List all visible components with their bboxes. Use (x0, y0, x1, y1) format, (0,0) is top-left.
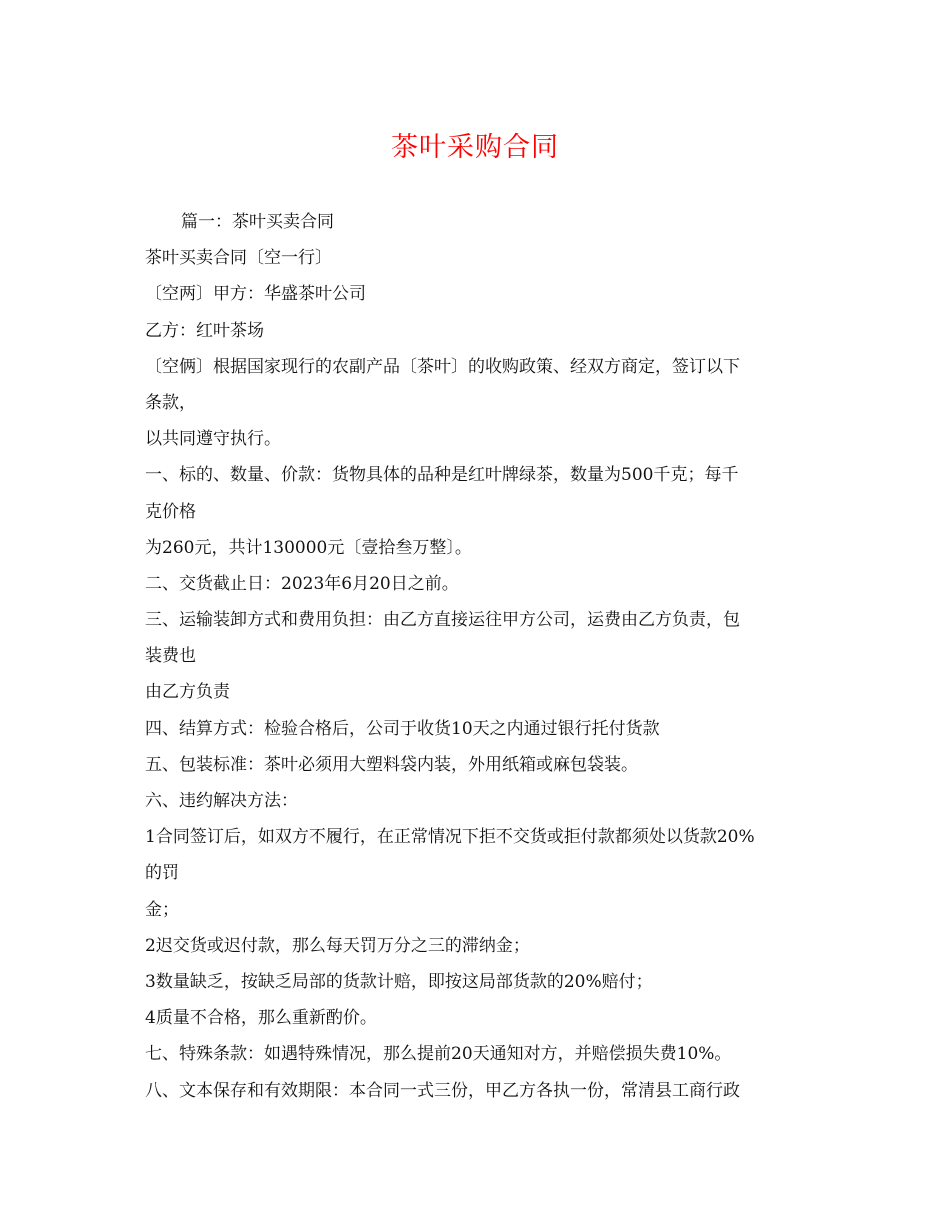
clause-1-line-1: 一、标的、数量、价款：货物具体的品种是红叶牌绿茶，数量为500千克；每千 (145, 465, 739, 486)
contract-heading-line: 茶叶买卖合同〔空一行〕 (145, 248, 332, 269)
clause-3-line-2: 装费也 (145, 646, 196, 667)
clause-6-item-4: 4质量不合格，那么重新酌价。 (145, 1008, 377, 1029)
clause-6-item-1-line-2: 的罚 (145, 863, 179, 884)
clause-1-line-2: 克价格 (145, 501, 196, 522)
clause-3-line-3: 由乙方负责 (145, 682, 230, 703)
section-heading: 篇一：茶叶买卖合同 (181, 212, 334, 232)
clause-5-line: 五、包装标准：茶叶必须用大塑料袋内装，外用纸箱或麻包袋装。 (145, 754, 638, 775)
party-b-line: 乙方：红叶茶场 (145, 320, 264, 341)
clause-4-line: 四、结算方式：检验合格后，公司于收货10天之内通过银行托付货款 (145, 718, 660, 739)
clause-6-item-1-line-3: 金； (145, 899, 179, 920)
contract-body (145, 204, 825, 1109)
clause-7-line: 七、特殊条款：如遇特殊情况，那么提前20天通知对方，并赔偿损失费10%。 (145, 1044, 732, 1065)
party-a-line: 〔空两〕甲方：华盛茶叶公司 (145, 284, 366, 305)
clause-8-line: 八、文本保存和有效期限：本合同一式三份，甲乙方各执一份，常清县工商行政 (145, 1080, 740, 1101)
clause-1-line-3: 为260元，共计130000元〔壹拾叁万整〕。 (145, 537, 472, 558)
clause-2-line: 二、交货截止日：2023年6月20日之前。 (145, 573, 459, 594)
page-title: 茶叶采购合同 (391, 132, 559, 163)
clause-6-item-3: 3数量缺乏，按缺乏局部的货款计赔，即按这局部货款的20%赔付； (145, 971, 653, 992)
preamble-line-1: 〔空俩〕根据国家现行的农副产品〔茶叶〕的收购政策、经双方商定，签订以下 (145, 356, 740, 377)
clause-6-item-2: 2迟交货或迟付款，那么每天罚万分之三的滞纳金； (145, 935, 530, 956)
clause-3-line-1: 三、运输装卸方式和费用负担：由乙方直接运往甲方公司，运费由乙方负责，包 (145, 610, 740, 631)
preamble-line-2: 条款， (145, 392, 196, 413)
clause-6-item-1-line-1: 1合同签订后，如双方不履行，在正常情况下拒不交货或拒付款都须处以货款20% (145, 827, 755, 848)
preamble-line-3: 以共同遵守执行。 (145, 429, 281, 450)
clause-6-heading: 六、违约解决方法： (145, 791, 298, 811)
